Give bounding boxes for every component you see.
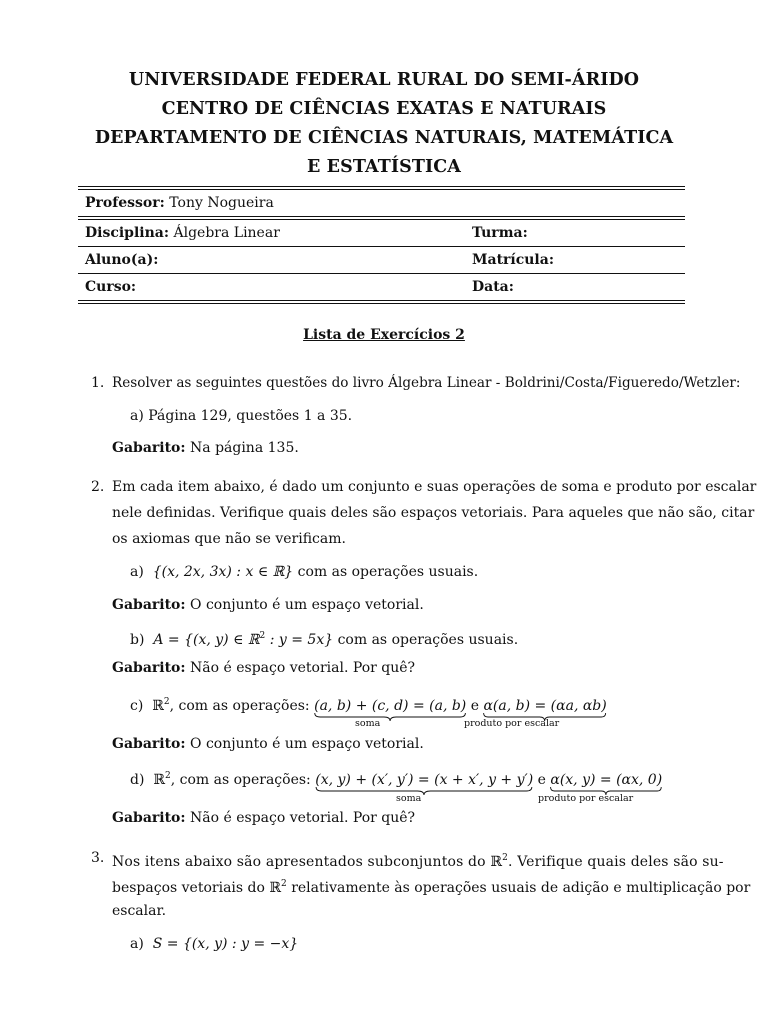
header-university: UNIVERSIDADE FEDERAL RURAL DO SEMI-ÁRIDO [128, 70, 640, 90]
q2-c-e: e [470, 698, 480, 714]
q1-item-a: a) Página 129, questões 1 a 35. [130, 408, 353, 424]
q2-item-a [130, 563, 478, 581]
q1-gabarito-value: Na página 135. [190, 440, 299, 456]
disciplina-value: Álgebra Linear [173, 225, 280, 241]
underbrace [315, 787, 533, 795]
q2-d-gabarito-value: Não é espaço vetorial. Por quê? [190, 810, 416, 826]
q2-b-gabarito [112, 659, 415, 677]
q2-c-label: c) [130, 698, 144, 714]
superscript: 2 [164, 771, 171, 781]
underbrace [314, 713, 466, 721]
q2-number: 2. [91, 479, 105, 495]
q2-c-text: , com as operações: [169, 698, 310, 714]
q2-b-math: A = {(x, y) ∈ ℝ [153, 632, 260, 648]
q2-c-sum [314, 697, 466, 715]
document-header [60, 66, 708, 182]
real-set: ℝ [153, 772, 165, 788]
q2-line2: nele definidas. Verifique quais deles são espaços vetoriais. Para aqueles que não são, citar [112, 505, 755, 521]
q3-item-a [130, 935, 298, 953]
info-table [78, 186, 685, 304]
q3-number: 3. [91, 850, 105, 866]
q3-line2 [112, 875, 750, 897]
q2-a-label: a) [130, 564, 144, 580]
q3-line2a: bespaços vetoriais do [112, 880, 265, 896]
real-set: ℝ [490, 854, 503, 870]
q2-d-sum [315, 771, 533, 789]
q2-b-gabarito-value: Não é espaço vetorial. Por quê? [190, 660, 416, 676]
q2-item-d [130, 767, 662, 789]
divider [78, 300, 685, 304]
header-center: CENTRO DE CIÊNCIAS EXATAS E NATURAIS [161, 99, 607, 119]
q1-number: 1. [91, 375, 105, 391]
header-department: DEPARTAMENTO DE CIÊNCIAS NATURAIS, MATEMÁTICA [94, 128, 674, 148]
q2-b-text: com as operações usuais. [337, 632, 519, 648]
q2-d-gabarito [112, 809, 415, 827]
aluno-row [78, 247, 685, 273]
professor-value: Tony Nogueira [169, 195, 274, 211]
header-department-cont: E ESTATÍSTICA [307, 157, 461, 177]
q2-line3: os axiomas que não se verificam. [112, 531, 346, 547]
q2-d-prod [550, 771, 662, 789]
gabarito-label: Gabarito: [112, 660, 186, 676]
q2-d-label: d) [130, 772, 145, 788]
q2-item-b [130, 627, 518, 649]
superscript: 2 [163, 697, 170, 707]
disciplina-label: Disciplina: [85, 225, 170, 241]
curso-row [78, 274, 685, 300]
q2-c-gabarito [112, 735, 424, 753]
superscript: 2 [259, 631, 266, 641]
real-set: ℝ [152, 698, 164, 714]
q2-c-sum-text: (a, b) + (c, d) = (a, b) [314, 698, 467, 714]
q2-a-math: {(x, 2x, 3x) : x ∈ ℝ} [152, 564, 294, 580]
q3-line1b: . Verifique quais deles são su- [508, 854, 724, 870]
q2-d-produto-label: produto por escalar [538, 793, 634, 804]
disciplina-row [78, 220, 685, 246]
q2-c-prod [483, 697, 606, 715]
real-set: ℝ [269, 880, 282, 896]
superscript: 2 [281, 879, 287, 889]
q2-d-e: e [537, 772, 546, 788]
q2-d-prod-text: α(x, y) = (αx, 0) [550, 772, 663, 788]
q3-line1 [112, 849, 724, 871]
q2-a-text: com as operações usuais. [297, 564, 479, 580]
list-title: Lista de Exercícios 2 [303, 327, 465, 343]
q1-text: Resolver as seguintes questões do livro Álgebra Linear - Boldrini/Costa/Figueredo/Wetzler: [112, 375, 741, 391]
q3-a-math: S = {(x, y) : y = −x} [152, 936, 299, 952]
q2-line1: Em cada item abaixo, é dado um conjunto e suas operações de soma e produto por escalar [112, 479, 757, 495]
aluno-label: Aluno(a): [85, 252, 159, 268]
q3-line3: escalar. [112, 903, 167, 919]
q2-b-label: b) [130, 632, 145, 648]
turma-label: Turma: [472, 225, 528, 241]
q1-gabarito [112, 439, 299, 457]
professor-label: Professor: [85, 195, 165, 211]
gabarito-label: Gabarito: [112, 736, 186, 752]
q2-a-gabarito-value: O conjunto é um espaço vetorial. [190, 597, 424, 613]
data-label: Data: [472, 279, 514, 295]
q2-d-sum-text: (x, y) + (x′, y′) = (x + x′, y + y′) [315, 772, 534, 788]
q2-d-text: , com as operações: [170, 772, 311, 788]
q2-c-produto-label: produto por escalar [464, 718, 560, 729]
gabarito-label: Gabarito: [112, 597, 186, 613]
q2-d-soma-label: soma [396, 793, 422, 804]
q2-item-c [130, 693, 607, 715]
q3-a-label: a) [130, 936, 144, 952]
gabarito-label: Gabarito: [112, 810, 186, 826]
matricula-label: Matrícula: [472, 252, 554, 268]
curso-label: Curso: [85, 279, 137, 295]
superscript: 2 [502, 853, 508, 863]
q2-c-soma-label: soma [355, 718, 381, 729]
q2-c-gabarito-value: O conjunto é um espaço vetorial. [190, 736, 424, 752]
q2-c-prod-text: α(a, b) = (αa, αb) [483, 698, 607, 714]
professor-row [78, 190, 685, 216]
q3-line1a: Nos itens abaixo são apresentados subconjuntos do [112, 854, 486, 870]
q2-b-math2: : y = 5x} [269, 632, 334, 648]
q2-a-gabarito [112, 596, 424, 614]
q3-line2b: relativamente às operações usuais de adição e multiplicação por [291, 880, 751, 896]
gabarito-label: Gabarito: [112, 440, 186, 456]
